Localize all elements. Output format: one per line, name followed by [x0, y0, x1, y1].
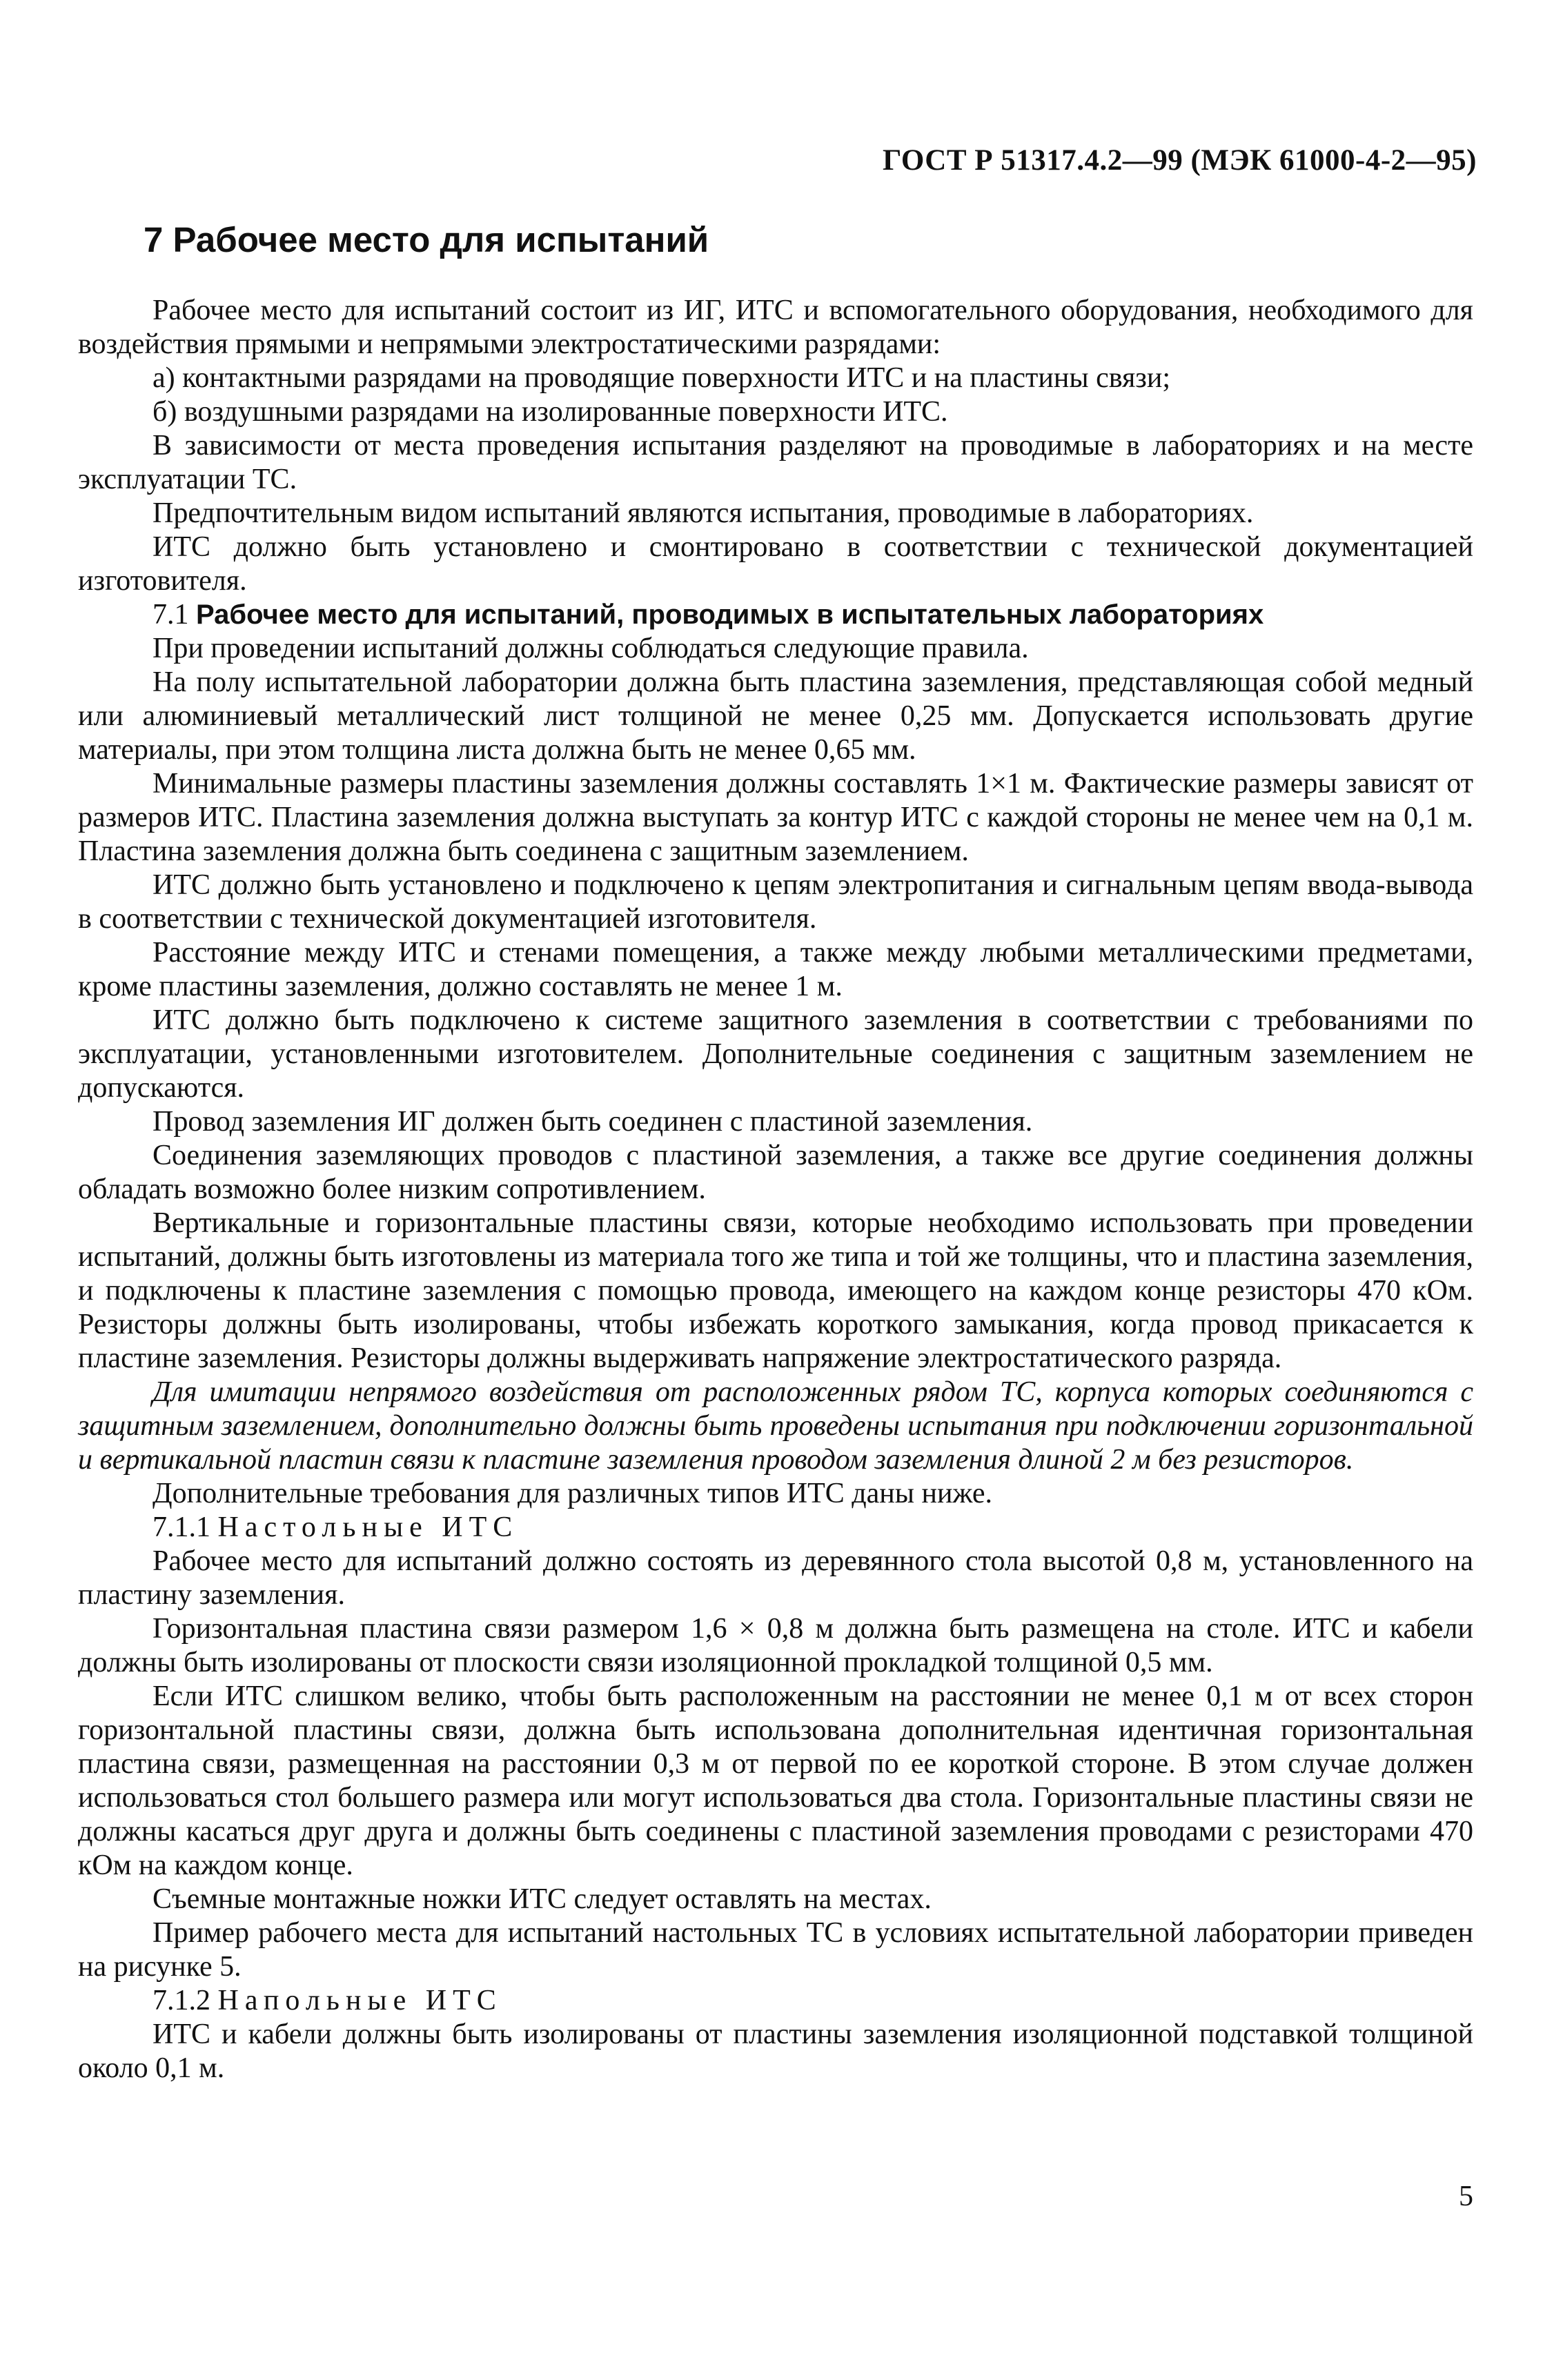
subsection-title: Настольные ИТС [217, 1511, 519, 1543]
paragraph-install: ИТС должно быть установлено и смонтировано в соответствии с технической документацией изготовителя. [78, 531, 1473, 597]
page-number: 5 [1459, 2181, 1473, 2212]
list-item-b: б) воздушными разрядами на изолированные поверхности ИТС. [153, 396, 948, 428]
paragraph-7-1-power: ИТС должно быть установлено и подключено к цепям электропитания и сигнальным цепям ввода-вывода в соответствии с технической документацией изготовителя. [78, 869, 1473, 935]
section-title: 7 Рабочее место для испытаний [144, 220, 709, 259]
paragraph-7-1-1-example: Пример рабочего места для испытаний настольных ТС в условиях испытательной лаборатории приведен на рисунке 5. [78, 1917, 1473, 1983]
subsection-7-1-1-heading [78, 1511, 1473, 1545]
paragraph-intro: Рабочее место для испытаний состоит из ИГ, ИТС и вспомогательного оборудования, необходимого для воздействия прямыми и непрямыми электростатическими разрядами: [78, 295, 1473, 360]
subsection-7-1-heading [78, 598, 1473, 632]
subsection-7-1-2-heading [78, 1984, 1473, 2018]
paragraph-7-1-connections: Соединения заземляющих проводов с пластиной заземления, а также все другие соединения должны обладать возможно более низким сопротивлением. [78, 1140, 1473, 1205]
paragraph-7-1-generator-wire: Провод заземления ИГ должен быть соединен с пластиной заземления. [153, 1106, 1033, 1138]
subsection-number: 7.1.2 [153, 1985, 210, 2016]
paragraph-7-1-1-horizontal-plane: Горизонтальная пластина связи размером 1,6 × 0,8 м должна быть размещена на столе. ИТС и кабели должны быть изолированы от плоскости связи изоляционной прокладкой толщиной 0,5 мм. [78, 1613, 1473, 1678]
paragraph-7-1-coupling-planes: Вертикальные и горизонтальные пластины связи, которые необходимо использовать при проведении испытаний, должны быть изготовлены из материала того же типа и той же толщины, что и пластина заземления, и подключены к пластине заземления с помощью провода, имеющего на каждом конце резисторы 470 кОм. Резисторы должны быть изолированы, чтобы избежать короткого замыкания, когда провод прикасается к пластине заземления. Резисторы должны выдерживать напряжение электростатического разряда. [78, 1207, 1473, 1374]
paragraph-7-1-protective-ground: ИТС должно быть подключено к системе защитного заземления в соответствии с требованиями по эксплуатации, установленными изготовителем. Дополнительные соединения с защитным заземлением не допускаются. [78, 1004, 1473, 1104]
paragraph-7-1-plate-size: Минимальные размеры пластины заземления должны составлять 1×1 м. Фактические размеры зависят от размеров ИТС. Пластина заземления должна выступать за контур ИТС с каждой стороны не менее чем на 0,1 м. Пластина заземления должна быть соединена с защитным заземлением. [78, 768, 1473, 867]
paragraph-location: В зависимости от места проведения испытания разделяют на проводимые в лабораториях и на месте эксплуатации ТС. [78, 430, 1473, 495]
paragraph-7-1-ground-plate: На полу испытательной лаборатории должна быть пластина заземления, представляющая собой медный или алюминиевый металлический лист толщиной не менее 0,25 мм. Допускается использовать другие материалы, при этом толщина листа должна быть не менее 0,65 мм. [78, 666, 1473, 766]
paragraph-7-1-additional: Дополнительные требования для различных типов ИТС даны ниже. [153, 1478, 993, 1509]
page-body [78, 219, 1473, 2085]
subsection-number: 7.1 [153, 599, 189, 631]
subsection-title: Рабочее место для испытаний, проводимых в испытательных лабораториях [196, 599, 1264, 630]
standard-designation: ГОСТ Р 51317.4.2—99 (МЭК 61000-4-2—95) [883, 144, 1477, 177]
paragraph-7-1-1-large-eut: Если ИТС слишком велико, чтобы быть расположенным на расстоянии не менее 0,1 м от всех сторон горизонтальной пластины связи, должна быть использована дополнительная идентичная горизонтальная пластина связи, размещенная на расстоянии 0,3 м от первой по ее короткой стороне. В этом случае должен использоваться стол большего размера или могут использоваться два стола. Горизонтальные пластины связи не должны касаться друг друга и должны быть соединены с пластиной заземления проводами с резисторами 470 кОм на каждом конце. [78, 1680, 1473, 1881]
paragraph-preferred: Предпочтительным видом испытаний являются испытания, проводимые в лабораториях. [153, 497, 1254, 529]
paragraph-7-1-rules: При проведении испытаний должны соблюдаться следующие правила. [153, 633, 1029, 664]
paragraph-7-1-2-insulation: ИТС и кабели должны быть изолированы от пластины заземления изоляционной подставкой толщиной около 0,1 м. [78, 2019, 1473, 2084]
paragraph-7-1-1-feet: Съемные монтажные ножки ИТС следует оставлять на местах. [153, 1883, 932, 1915]
note-indirect-discharge: Для имитации непрямого воздействия от расположенных рядом ТС, корпуса которых соединяются с защитным заземлением, дополнительно должны быть проведены испытания при подключении горизонтальной и вертикальной пластин связи к пластине заземления проводом заземления длиной 2 м без резисторов. [78, 1376, 1473, 1476]
paragraph-7-1-1-table: Рабочее место для испытаний должно состоять из деревянного стола высотой 0,8 м, установленного на пластину заземления. [78, 1545, 1473, 1611]
paragraph-7-1-distance: Расстояние между ИТС и стенами помещения, а также между любыми металлическими предметами, кроме пластины заземления, должно составлять не менее 1 м. [78, 937, 1473, 1002]
subsection-title: Напольные ИТС [217, 1985, 502, 2016]
list-item-a: а) контактными разрядами на проводящие поверхности ИТС и на пластины связи; [153, 362, 1171, 394]
subsection-number: 7.1.1 [153, 1511, 210, 1543]
